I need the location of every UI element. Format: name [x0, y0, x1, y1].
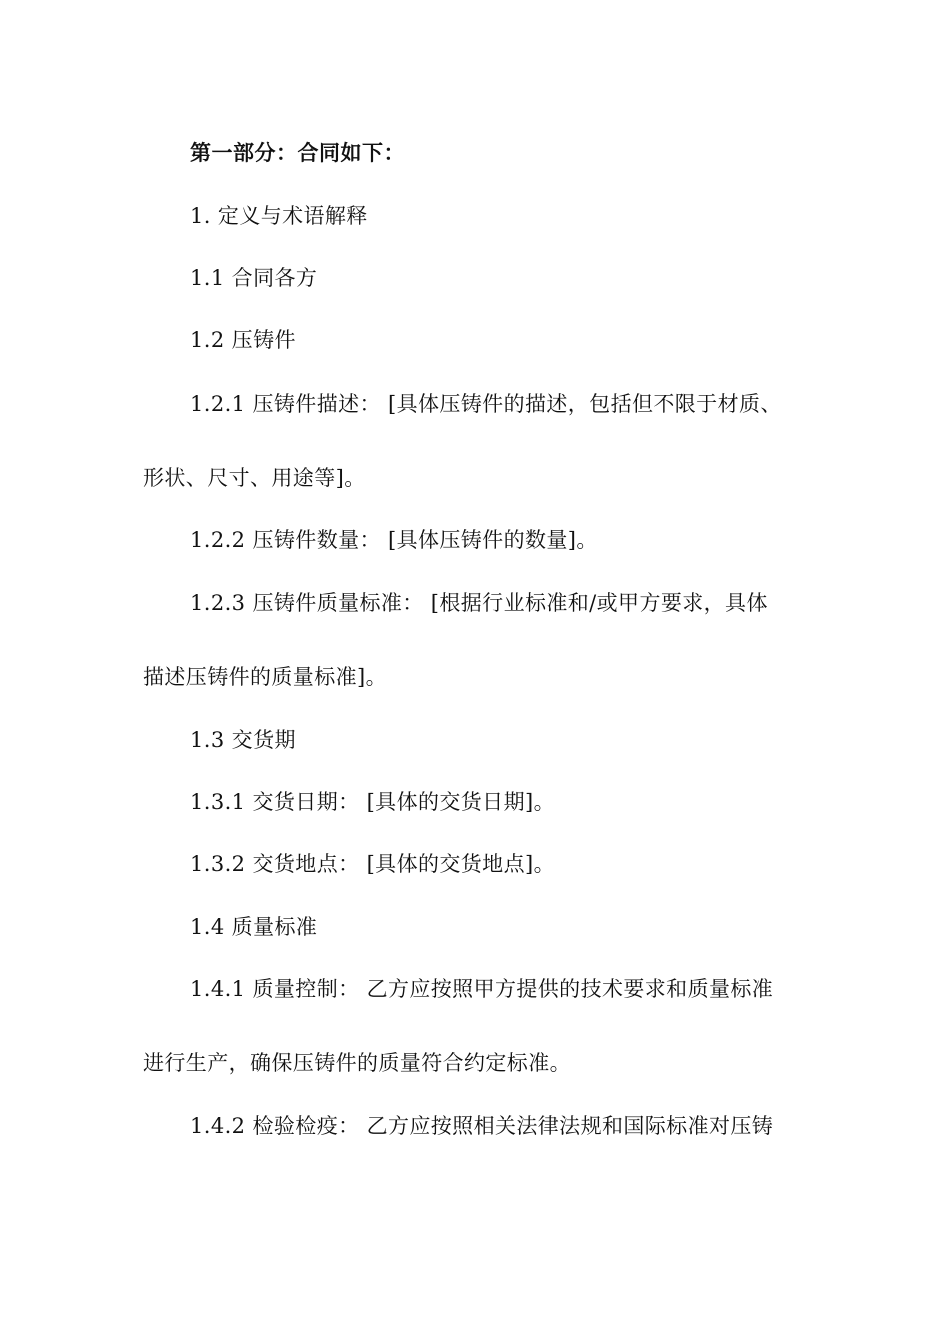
clause-1-2-3: 1.2.3 压铸件质量标准： [根据行业标准和/或甲方要求，具体	[190, 591, 768, 615]
clause-1-2-1-continued: 形状、尺寸、用途等]。	[143, 466, 366, 490]
clause-1-2-2: 1.2.2 压铸件数量： [具体压铸件的数量]。	[190, 528, 598, 552]
clause-1-2: 1.2 压铸件	[190, 328, 296, 352]
clause-1-3-1: 1.3.1 交货日期： [具体的交货日期]。	[190, 790, 555, 814]
clause-1-3-2: 1.3.2 交货地点： [具体的交货地点]。	[190, 852, 555, 876]
clause-1-3: 1.3 交货期	[190, 728, 296, 752]
clause-1-4-1: 1.4.1 质量控制： 乙方应按照甲方提供的技术要求和质量标准	[190, 977, 774, 1001]
clause-1-2-3-continued: 描述压铸件的质量标准]。	[143, 665, 387, 689]
clause-1-4: 1.4 质量标准	[190, 915, 318, 939]
clause-1-4-2: 1.4.2 检验检疫： 乙方应按照相关法律法规和国际标准对压铸	[190, 1114, 774, 1138]
clause-1: 1. 定义与术语解释	[190, 204, 368, 228]
clause-1-1: 1.1 合同各方	[190, 266, 318, 290]
clause-1-4-1-continued: 进行生产，确保压铸件的质量符合约定标准。	[143, 1051, 571, 1075]
section-heading: 第一部分：合同如下：	[190, 141, 405, 165]
clause-1-2-1: 1.2.1 压铸件描述： [具体压铸件的描述，包括但不限于材质、	[190, 392, 782, 416]
